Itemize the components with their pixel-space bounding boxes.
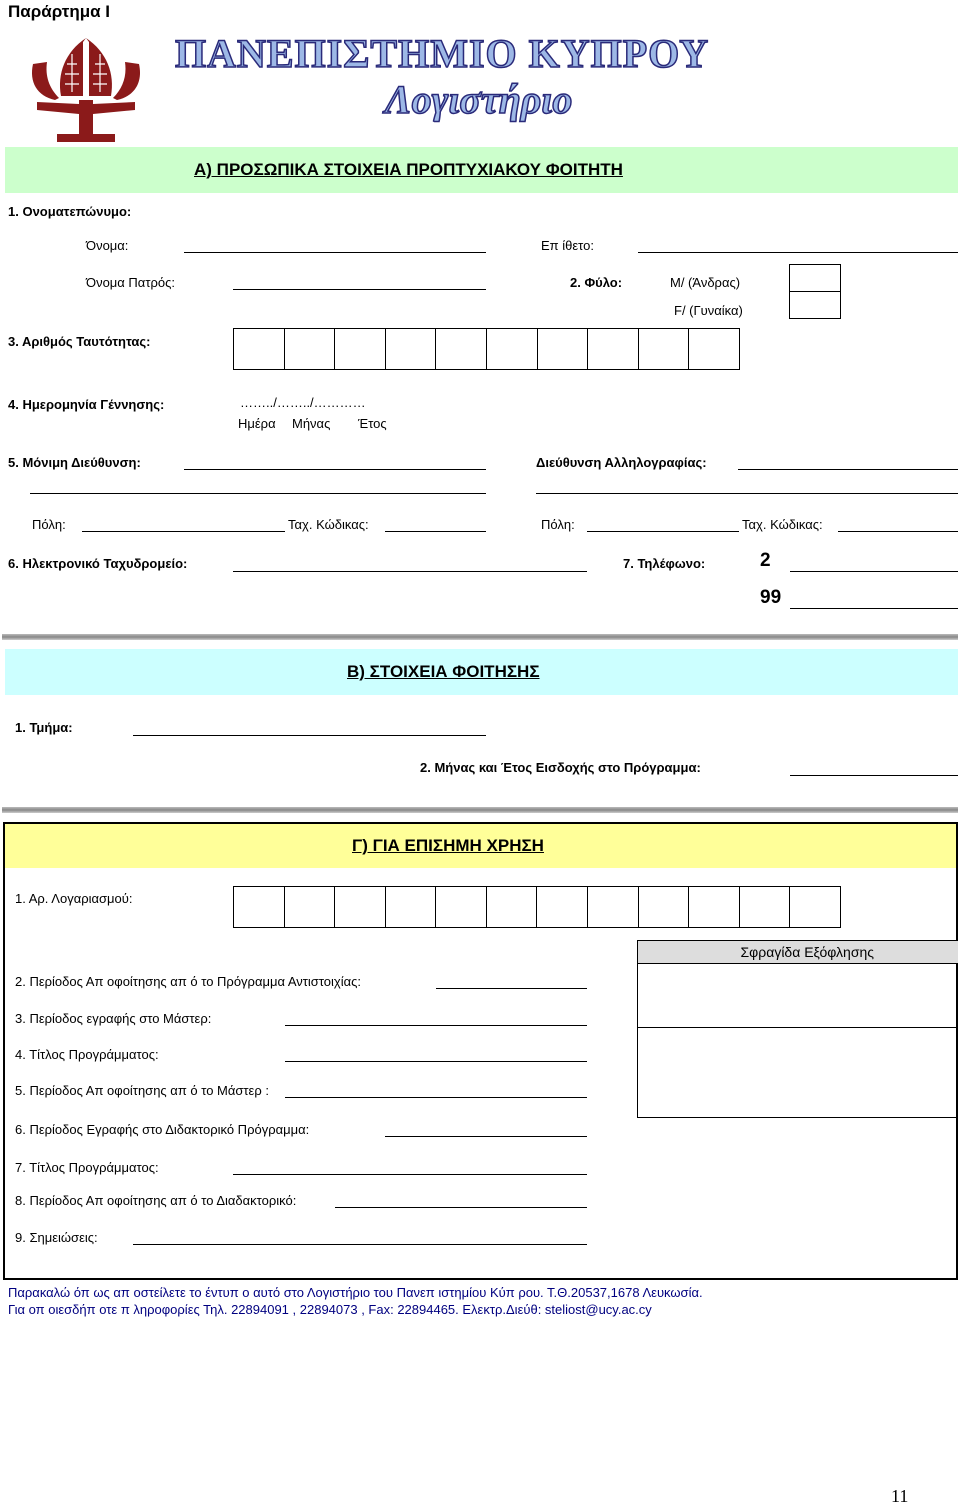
phone-label: 7. Τηλέφωνο: [623,556,706,571]
admission-field[interactable] [790,775,958,776]
birth-date-field[interactable]: ……../……../………… [240,395,366,410]
city-label-1: Πόλη: [32,517,66,532]
day-label: Ημέρα [238,416,276,431]
item-5-field[interactable] [285,1097,587,1098]
male-checkbox[interactable] [789,264,841,292]
phone-prefix-1: 2 [760,550,771,571]
item-2-label: 2. Περίοδος Απ οφοίτησης απ ό το Πρόγραμμα Αντιστοιχίας: [15,974,362,989]
gender-label: 2. Φύλο: [570,275,623,290]
id-number-cells[interactable] [233,328,740,370]
page-number: 11 [891,1486,909,1506]
item-4-field[interactable] [285,1061,587,1062]
item-7-label: 7. Τίτλος Προγράμματος: [15,1160,159,1175]
correspondence-address-field-2[interactable] [536,493,958,494]
item-8-field[interactable] [335,1207,587,1208]
item-5-label: 5. Περίοδος Απ οφοίτησης απ ό το Μάστερ : [15,1083,269,1098]
payment-stamp-area-1 [638,964,958,1028]
item-9-label: 9. Σημειώσεις: [15,1230,98,1245]
account-number-cells[interactable] [233,886,841,928]
item-6-field[interactable] [385,1136,587,1137]
item-2-field[interactable] [436,988,587,989]
item-6-label: 6. Περίοδος Εγραφής στο Διδακτορικό Πρόγραμμα: [15,1122,310,1137]
section-c-title: Γ) ΓΙΑ ΕΠΙΣΗΜΗ ΧΡΗΣΗ [352,836,544,855]
section-a-title: Α) ΠΡΟΣΩΠΙΚΑ ΣΤΟΙΧΕΙΑ ΠΡΟΠΤΥΧΙΑΚΟΥ ΦΟΙΤΗΤΗ [194,160,623,179]
female-checkbox[interactable] [789,291,841,319]
university-logo [27,34,145,146]
item-8-label: 8. Περίοδος Απ οφοίτησης απ ό το Διαδακτορικό: [15,1193,297,1208]
surname-label: Επ ίθετο: [541,238,594,253]
admission-label: 2. Μήνας και Έτος Εισδοχής στο Πρόγραμμα: [420,760,701,775]
phone-field-2[interactable] [790,608,958,609]
notes-field[interactable] [133,1244,587,1245]
postcode-label-2: Ταχ. Κώδικας: [742,517,823,532]
permanent-address-field-2[interactable] [30,493,486,494]
city-field-2[interactable] [587,531,739,532]
fullname-label: 1. Ονοματεπώνυμο: [8,204,132,219]
item-7-field[interactable] [233,1174,587,1175]
email-field[interactable] [233,571,587,572]
annex-label: Παράρτημα Ι [8,2,111,21]
section-divider-2 [2,807,958,813]
payment-stamp-header: Σφραγίδα Εξόφλησης [638,941,958,964]
email-label: 6. Ηλεκτρονικό Ταχυδρομείο: [8,556,188,571]
department-label: 1. Τμήμα: [15,720,73,735]
item-3-label: 3. Περίοδος εγραφής στο Μάστερ: [15,1011,212,1026]
city-label-2: Πόλη: [541,517,575,532]
month-label: Μήνας [292,416,331,431]
postcode-field-1[interactable] [385,531,486,532]
footer-line-2: Για οπ οιεσδήπ οτε π ληροφορίες Τηλ. 22894091 , 22894073 , Fax: 22894465. Ελεκτρ.Διεύθ: steliost@ucy.ac.cy [8,1302,652,1317]
item-3-field[interactable] [285,1025,587,1026]
female-label: F/ (Γυναίκα) [674,303,743,318]
department-title: Λογιστήριο [385,77,573,122]
section-b-title: Β) ΣΤΟΙΧΕΙΑ ΦΟΙΤΗΣΗΣ [347,662,540,681]
surname-field[interactable] [638,252,958,253]
postcode-label-1: Ταχ. Κώδικας: [288,517,369,532]
item-4-label: 4. Τίτλος Προγράμματος: [15,1047,159,1062]
permanent-address-label: 5. Μόνιμη Διεύθυνση: [8,455,141,470]
payment-stamp-area-2 [638,1028,958,1117]
id-number-label: 3. Αριθμός Ταυτότητας: [8,334,151,349]
phone-field-1[interactable] [790,571,958,572]
footer-line-1: Παρακαλώ όπ ως απ οστείλετε το έντυπ ο αυτό στο Λογιστήριο του Πανεπ ιστημίου Κύπ ρου. Τ.Θ.20537,1678 Λευκωσία. [8,1285,703,1300]
father-name-label: Όνομα Πατρός: [86,275,175,290]
first-name-field[interactable] [184,252,486,253]
male-label: M/ (Άνδρας) [670,275,741,290]
permanent-address-field-1[interactable] [184,469,486,470]
phone-prefix-2: 99 [760,587,782,608]
father-name-field[interactable] [233,289,486,290]
department-field[interactable] [133,735,486,736]
correspondence-address-label: Διεύθυνση Αλληλογραφίας: [536,455,707,470]
year-label: Έτος [358,416,387,431]
first-name-label: Όνομα: [86,238,129,253]
payment-stamp-box[interactable] [637,940,958,1118]
city-field-1[interactable] [82,531,285,532]
section-divider-1 [2,634,958,640]
account-label: 1. Αρ. Λογαριασμού: [15,891,133,906]
university-title: ΠΑΝΕΠΙΣΤΗΜΙΟ ΚΥΠΡΟΥ [175,31,710,76]
correspondence-address-field-1[interactable] [738,469,958,470]
postcode-field-2[interactable] [838,531,958,532]
birth-date-label: 4. Ημερομηνία Γέννησης: [8,397,165,412]
